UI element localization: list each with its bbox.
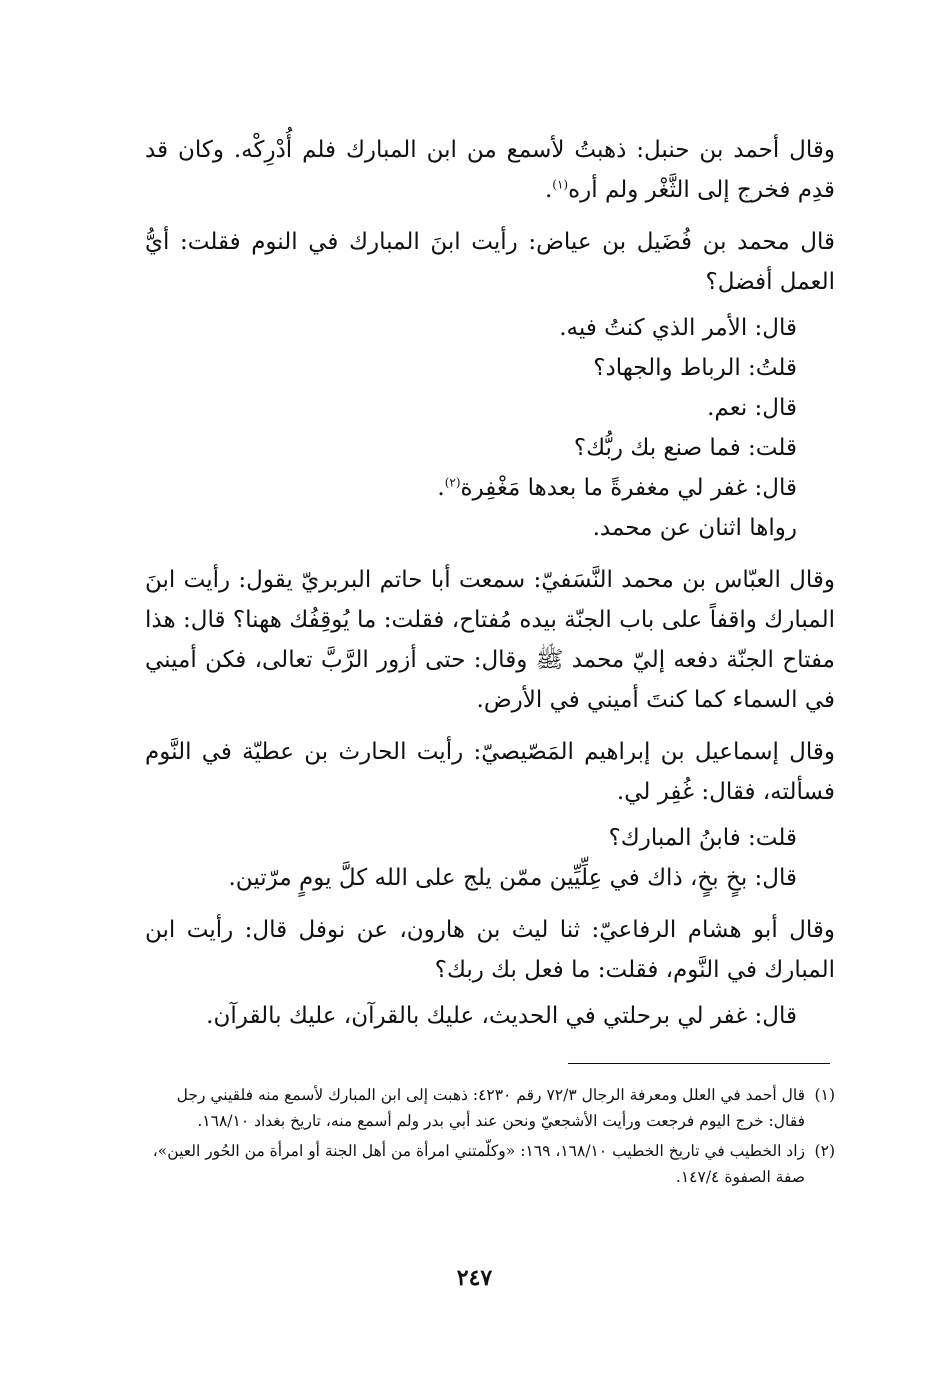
footnote-1 (145, 1082, 835, 1134)
paragraph-fudayl: قال محمد بن فُضَيل بن عياض: رأيت ابنَ المبارك في النوم فقلت: أيُّ العمل أفضل؟ (145, 229, 835, 295)
page-number: ٢٤٧ (456, 1265, 493, 1291)
footnote-number: (١) (814, 1086, 835, 1104)
footnotes (145, 1082, 835, 1194)
dialogue-line: رواها اثنان عن محمد. (592, 515, 797, 541)
paragraph-abbas: وقال العبّاس بن محمد النَّسَفيّ: سمعت أبا حاتم البربريّ يقول: رأيت ابنَ المبارك واقفاً على باب الجنّة بيده مُفتاح، فقلت: ما يُوقِفُك ههنا؟ قال: هذا مفتاح الجنّة دفعه إليّ محمد ﷺ وقال: حتى أزور الرَّبَّ تعالى، فكن أميني في السماء كما كنتَ أميني في الأرض. (145, 567, 835, 713)
punctuation: . (544, 177, 553, 203)
paragraph-ahmad (145, 130, 835, 210)
dialogue-line: قلت: فما صنع بك ربُّك؟ (573, 435, 797, 461)
main-text (145, 130, 835, 1036)
footnote-number: (٢) (814, 1142, 835, 1160)
footnote-text: زاد الخطيب في تاريخ الخطيب ١٦٨/١٠، ١٦٩: «وكلّمتني امرأة من أهل الجنة أو امرأة من الحُور العين»، صفة الصفوة ١٤٧/٤. (152, 1142, 805, 1186)
paragraph-text: وقال أحمد بن حنبل: ذهبتُ لأسمع من ابن المبارك فلم أُدْرِكْه. وكان قد قدِم فخرج إلى الثَّغْر ولم أره (145, 137, 835, 203)
dialogue-line: قال: بخٍ بخٍ، ذاك في عِلِّيِّين ممّن يلج على الله كلَّ يومٍ مرّتين. (228, 865, 797, 891)
footnote-2 (145, 1138, 835, 1190)
dialogue-line: قلت: فابنُ المبارك؟ (608, 825, 797, 851)
dialogue-line (145, 468, 835, 508)
footnote-ref[interactable]: (٢) (444, 475, 461, 490)
dialogue-line: قال: غفر لي برحلتي في الحديث، عليك بالقرآن، عليك بالقرآن. (206, 1003, 797, 1029)
dialogue-line: قال: نعم. (707, 395, 797, 421)
footnote-divider (568, 1063, 830, 1064)
dialogue-line: قلتُ: الرباط والجهاد؟ (593, 355, 797, 381)
footnote-ref[interactable]: (١) (552, 177, 569, 192)
dialogue-line: قال: الأمر الذي كنتُ فيه. (559, 315, 797, 341)
footnote-text: قال أحمد في العلل ومعرفة الرجال ٧٢/٣ رقم ٤٢٣٠: ذهبت إلى ابن المبارك لأسمع منه فلقيني رجل فقال: خرج اليوم فرجعت ورأيت الأشجعيّ ونحن عند أبي بدر ولم أسمع منه، تاريخ بغداد ١٦٨/١٠. (176, 1086, 805, 1130)
punctuation: . (437, 475, 445, 501)
paragraph-abu-hisham: وقال أبو هشام الرفاعيّ: ثنا ليث بن هارون، عن نوفل قال: رأيت ابن المبارك في النَّوم، فقلت: ما فعل بك ربك؟ (145, 917, 835, 983)
paragraph-ismail: وقال إسماعيل بن إبراهيم المَصّيصيّ: رأيت الحارث بن عطيّة في النَّوم فسألته، فقال: غُفِر لي. (145, 739, 835, 805)
dialogue-text: قال: غفر لي مغفرةً ما بعدها مَغْفِرة (460, 475, 797, 501)
